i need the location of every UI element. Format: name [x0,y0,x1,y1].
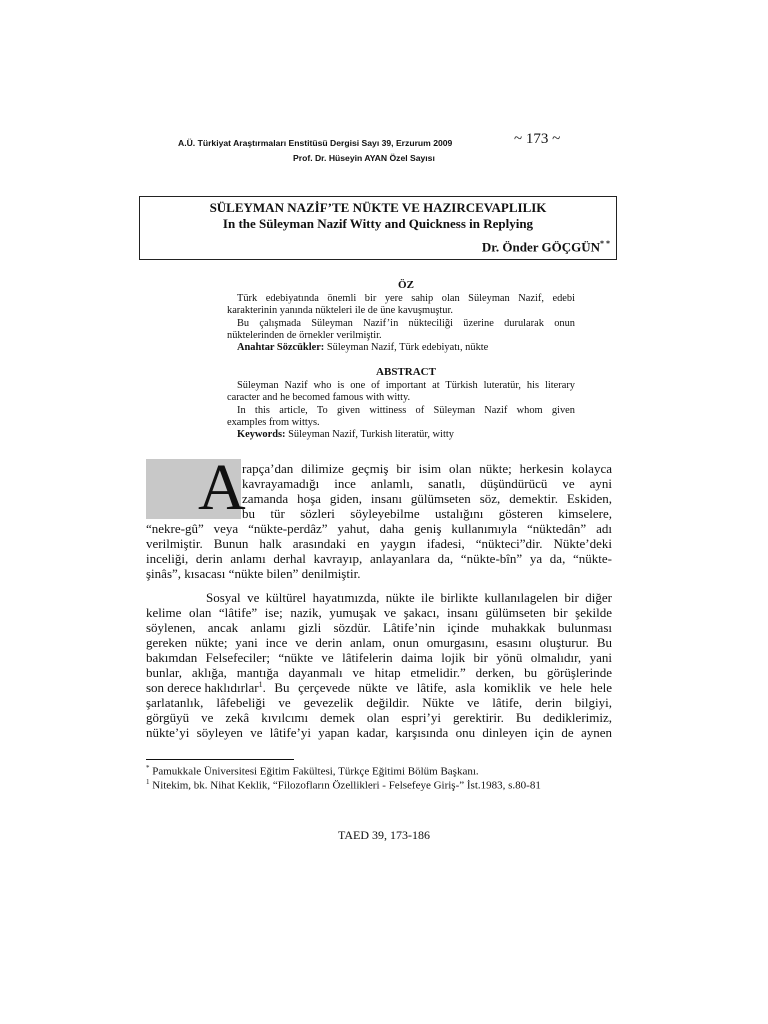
author-name [482,239,610,255]
body-line: verilmiştir. Bunun halk arasındaki en yaygın ifadesi, “nükteci”dir. Nükte’deki [146,536,612,551]
body-line: söylenen, ancak anlamı gizli sözdür. Lâtife’nin içinde muhakkak bulunması [146,620,612,635]
body-line-with-footnote [146,680,612,696]
body-line: nükte’yi söyleyen ve lâtife’yi yapan kadar, karşısında onu dinleyen için de aynen [146,725,612,740]
body-line: bakımdan Felsefeciler; “nükte ve lâtifelerin daima lojik bir yönü olmalıdır, yani [146,650,612,665]
oz-keywords-text: Süleyman Nazif, Türk edebiyatı, nükte [326,342,489,354]
body-text: son derece haklıdırlar [146,680,259,695]
body-line: şarlatanlık, lâfebeliği ve gevezelik değildir. Nükte ve lâtife, derin bilgiyi, [146,695,612,710]
abstract-line: In this article, To given wittiness of Süleyman Nazif whom given [237,404,575,416]
oz-keywords-label: Anahtar Sözcükler: [237,342,325,354]
oz-line: Türk edebiyatında önemli bir yere sahip olan Süleyman Nazif, edebi [237,293,575,305]
author-text: Dr. Önder GÖÇGÜN [481,239,600,255]
footnote-rule [146,759,294,760]
abstract-line: Süleyman Nazif who is one of important at Türkish luteratür, his literary [237,380,575,392]
body-line: bunlar, aklığa, mantığa dayanmalı ve hitap etmelidir.” derken, bu görüşlerinde [146,665,612,680]
special-issue-line: Prof. Dr. Hüseyin AYAN Özel Sayısı [293,153,435,163]
oz-line: karakterinin yanında nükteleri ile de üne kavuşmuştur. [227,305,453,317]
abstract-section [227,366,575,441]
article-title: SÜLEYMAN NAZİF’TE NÜKTE VE HAZIRCEVAPLILIK [209,200,547,215]
abstract-keywords [237,429,575,441]
footnote-item [146,764,479,778]
body-line: şinâs”, kısacası “nükte bilen” denilmiştir. [146,566,361,581]
journal-header [140,131,620,171]
footnote-mark: 1 [146,778,150,786]
dropcap-letter: A [198,451,246,524]
body-line: gereken nükte; yani ince ve derin anlam, onun omurgasını, esasını oluşturur. Bu [146,635,612,650]
author-marks: * * [600,239,610,248]
body-line: kelime olan “lâtife” ise; nazik, yumuşak ve şakacı, insanı gülümseten bir şekilde [146,605,612,620]
oz-section [227,279,575,354]
abstract-heading: ABSTRACT [376,366,436,378]
abstract-line: caracter and he becomed famous with witty. [227,392,411,404]
footnote-item [146,778,541,792]
body-text: . Bu çerçevede nükte ve lâtife, asla komiklik ve hele hele [262,680,612,695]
abstract-keywords-label: Keywords: [237,429,286,441]
footnote-ref: 1 [258,680,263,689]
page-footer: TAED 39, 173-186 [337,828,431,842]
page-number: ~ 173 ~ [514,131,561,147]
abstract-line: examples from wittys. [227,416,320,428]
oz-keywords [237,342,575,354]
title-box [139,196,617,260]
body-line: bu tür sözleri söyleyebilme ustalığını gösteren kimselere, [242,506,612,521]
abstract-keywords-text: Süleyman Nazif, Turkish literatür, witty [288,429,454,441]
body-line: inceliği, derin anlamı derhal kavrayıp, anlayanlara da, “nükte-bîn” ya da, “nükte- [146,551,612,566]
body-line: Sosyal ve kültürel hayatımızda, nükte ile birlikte kullanılagelen bir diğer [206,590,612,605]
body-line: kavrayamadığı ince anlamlı, sanatlı, düşündürücü ve ayni [242,476,612,491]
body-line: “nekre-gû” veya “nükte-perdâz” yahut, daha geniş kullanımıyla “nüktedân” adı [146,521,612,536]
footnote-text: Nitekim, bk. Nihat Keklik, “Filozofların Özellikleri - Felsefeye Giriş-” İst.1983, s.80-81 [149,779,541,792]
oz-line: Bu çalışmada Süleyman Nazif’in nükteciliği üzerine durularak onun [237,317,575,329]
article-subtitle: In the Süleyman Nazif Witty and Quickness in Replying [222,216,534,231]
body-line: görgüyü ve zekâ kıvılcımı demek olan espri’yi gerektirir. Bu dediklerimiz, [146,710,612,725]
journal-title: A.Ü. Türkiyat Araştırmaları Enstitüsü Dergisi Sayı 39, Erzurum 2009 [178,138,453,148]
dropcap-box [146,451,246,524]
oz-line: nüktelerinden de örnekler verilmiştir. [227,329,382,341]
body-line: rapça’dan dilimize geçmiş bir isim olan nükte; herkesin kolayca [242,461,612,476]
oz-heading: ÖZ [398,279,414,291]
footnote-mark: * [146,764,150,772]
body-line: zamanda hoşa giden, insanı gülümseten söz, demektir. Eskiden, [242,491,612,506]
footnote-text: Pamukkale Üniversitesi Eğitim Fakültesi, Türkçe Eğitimi Bölüm Başkanı. [149,765,479,778]
